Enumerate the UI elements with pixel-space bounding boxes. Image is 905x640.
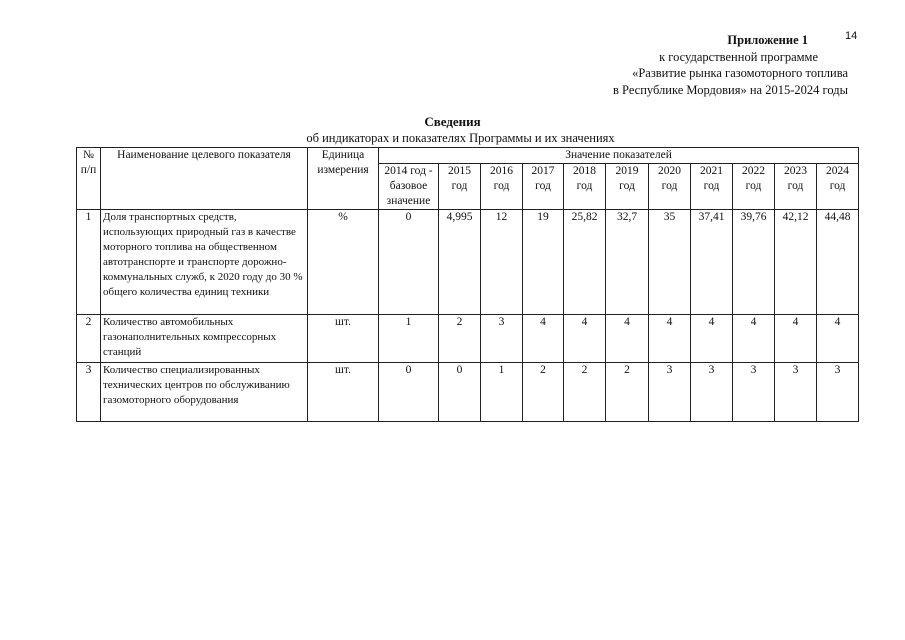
header-year: 2024 год bbox=[817, 164, 859, 210]
value-cell: 2 bbox=[523, 363, 564, 422]
value-cell: 3 bbox=[691, 363, 733, 422]
value-cell: 32,7 bbox=[606, 210, 649, 315]
row-number: 1 bbox=[77, 210, 101, 315]
value-cell: 3 bbox=[817, 363, 859, 422]
header-name: Наименование целевого показателя bbox=[101, 148, 308, 210]
value-cell: 42,12 bbox=[775, 210, 817, 315]
value-cell: 25,82 bbox=[564, 210, 606, 315]
appendix-line: «Развитие рынка газомоторного топлива bbox=[632, 66, 848, 80]
indicator-name: Количество автомобильных газонаполнительных компрессорных станций bbox=[101, 315, 308, 363]
page-number: 14 bbox=[845, 30, 858, 42]
value-cell: 4 bbox=[775, 315, 817, 363]
row-number: 2 bbox=[77, 315, 101, 363]
header-year: 2018 год bbox=[564, 164, 606, 210]
value-cell: 44,48 bbox=[817, 210, 859, 315]
value-cell: 37,41 bbox=[691, 210, 733, 315]
appendix-block bbox=[613, 32, 848, 98]
value-cell: 35 bbox=[649, 210, 691, 315]
header-values: Значение показателей bbox=[379, 148, 859, 164]
value-cell: 0 bbox=[439, 363, 481, 422]
header-year: 2019 год bbox=[606, 164, 649, 210]
value-cell: 4 bbox=[564, 315, 606, 363]
header-year: 2023 год bbox=[775, 164, 817, 210]
base-value-cell: 1 bbox=[379, 315, 439, 363]
header-year: 2017 год bbox=[523, 164, 564, 210]
value-cell: 4 bbox=[523, 315, 564, 363]
value-cell: 4 bbox=[649, 315, 691, 363]
unit-cell: % bbox=[308, 210, 379, 315]
value-cell: 4 bbox=[733, 315, 775, 363]
value-cell: 2 bbox=[439, 315, 481, 363]
value-cell: 4 bbox=[817, 315, 859, 363]
value-cell: 3 bbox=[649, 363, 691, 422]
value-cell: 4 bbox=[691, 315, 733, 363]
value-cell: 12 bbox=[481, 210, 523, 315]
base-value-cell: 0 bbox=[379, 210, 439, 315]
value-cell: 19 bbox=[523, 210, 564, 315]
document-title: Сведения bbox=[424, 114, 481, 129]
value-cell: 2 bbox=[606, 363, 649, 422]
table-row bbox=[77, 210, 859, 315]
header-year: 2015 год bbox=[439, 164, 481, 210]
header-year: 2016 год bbox=[481, 164, 523, 210]
value-cell: 3 bbox=[775, 363, 817, 422]
appendix-line: к государственной программе bbox=[659, 49, 818, 64]
header-year: 2022 год bbox=[733, 164, 775, 210]
unit-cell: шт. bbox=[308, 363, 379, 422]
indicator-name: Количество специализированных технических центров по обслуживанию газомоторного оборудования bbox=[101, 363, 308, 422]
value-cell: 2 bbox=[564, 363, 606, 422]
header-number: № п/п bbox=[77, 148, 101, 210]
value-cell: 3 bbox=[481, 315, 523, 363]
value-cell: 3 bbox=[733, 363, 775, 422]
row-number: 3 bbox=[77, 363, 101, 422]
indicators-table bbox=[76, 147, 859, 422]
document-subtitle: об индикаторах и показателях Программы и их значениях bbox=[306, 131, 615, 145]
unit-cell: шт. bbox=[308, 315, 379, 363]
indicator-name: Доля транспортных средств, использующих природный газ в качестве моторного топлива на общественном автотранспорте и транспорте дорожно-коммунальных служб, к 2020 году до 30 % общего количества единиц техники bbox=[101, 210, 308, 315]
value-cell: 4,995 bbox=[439, 210, 481, 315]
header-year: 2021 год bbox=[691, 164, 733, 210]
appendix-title: Приложение 1 bbox=[727, 33, 808, 47]
header-year: 2020 год bbox=[649, 164, 691, 210]
value-cell: 1 bbox=[481, 363, 523, 422]
appendix-line: в Республике Мордовия» на 2015-2024 годы bbox=[613, 82, 848, 97]
value-cell: 4 bbox=[606, 315, 649, 363]
table-row bbox=[77, 363, 859, 422]
header-base-year: 2014 год - базовое значение bbox=[379, 164, 439, 210]
header-unit: Единица измерения bbox=[308, 148, 379, 210]
base-value-cell: 0 bbox=[379, 363, 439, 422]
table-row bbox=[77, 315, 859, 363]
value-cell: 39,76 bbox=[733, 210, 775, 315]
